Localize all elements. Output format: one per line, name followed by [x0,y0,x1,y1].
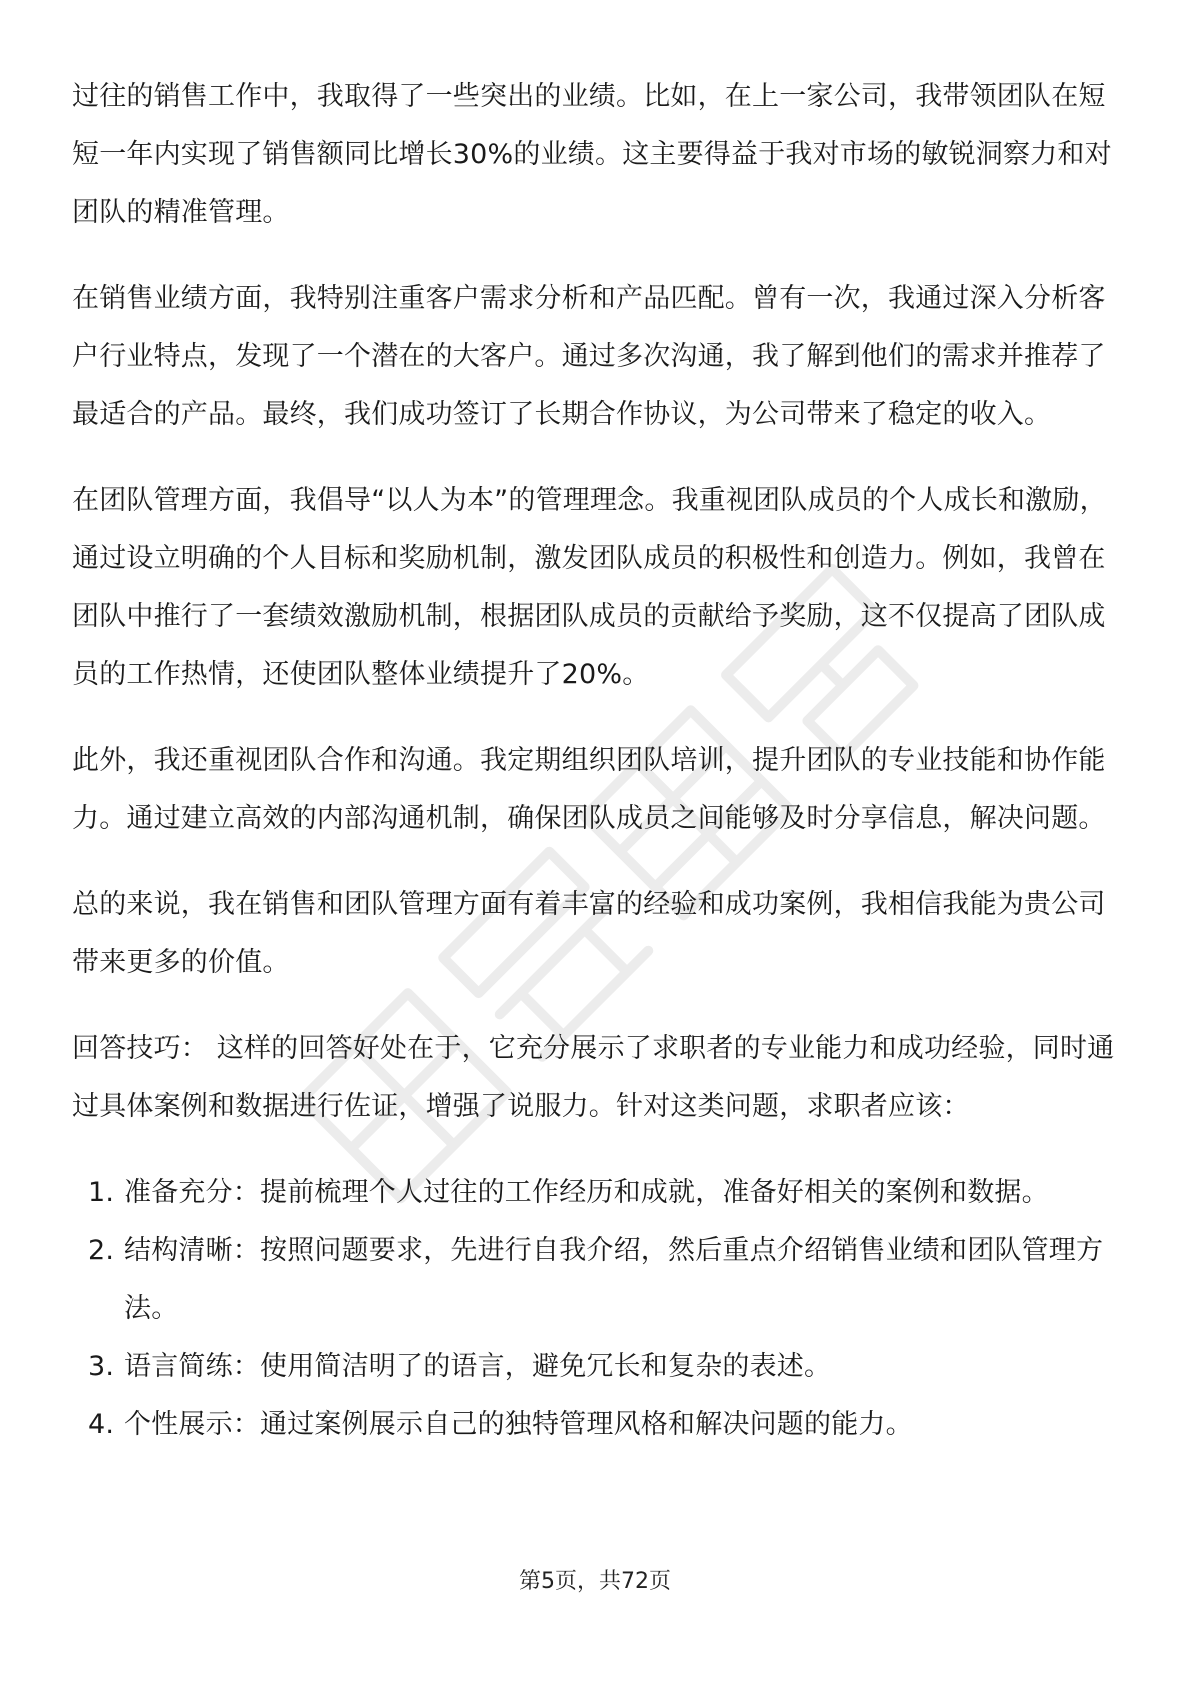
list-item-text: 准备充分：提前梳理个人过往的工作经历和成就，准备好相关的案例和数据。 [124,1177,1049,1208]
list-item [72,1396,1122,1454]
list-item-text: 语言简练：使用简洁明了的语言，避免冗长和复杂的表述。 [124,1351,832,1382]
paragraph-2: 在销售业绩方面，我特别注重客户需求分析和产品匹配。曾有一次，我通过深入分析客户行业特点，发现了一个潜在的大客户。通过多次沟通，我了解到他们的需求并推荐了最适合的产品。最终，我们成功签订了长期合作协议，为公司带来了稳定的收入。 [72,283,1106,430]
paragraph-3: 在团队管理方面，我倡导“以人为本”的管理理念。我重视团队成员的个人成长和激励，通过设立明确的个人目标和奖励机制，激发团队成员的积极性和创造力。例如，我曾在团队中推行了一套绩效激励机制，根据团队成员的贡献给予奖励，这不仅提高了团队成员的工作热情，还使团队整体业绩提升了20%。 [72,485,1107,690]
list-item [72,1164,1122,1222]
paragraph-5: 总的来说，我在销售和团队管理方面有着丰富的经验和成功案例，我相信我能为贵公司带来更多的价值。 [72,889,1106,978]
list-item [72,1222,1122,1338]
list-item-text: 个性展示：通过案例展示自己的独特管理风格和解决问题的能力。 [124,1409,913,1440]
paragraph-1: 过往的销售工作中，我取得了一些突出的业绩。比如，在上一家公司，我带领团队在短短一年内实现了销售额同比增长30%的业绩。这主要得益于我对市场的敏锐洞察力和对团队的精准管理。 [72,81,1112,228]
list-item-number: 1. [88,1177,115,1208]
list-item [72,1338,1122,1396]
list-item-number: 4. [88,1409,115,1440]
paragraph-4: 此外，我还重视团队合作和沟通。我定期组织团队培训，提升团队的专业技能和协作能力。通过建立高效的内部沟通机制，确保团队成员之间能够及时分享信息，解决问题。 [72,745,1106,834]
document-body [72,68,1122,1454]
page-number: 第5页，共72页 [519,1569,671,1594]
answer-tips-paragraph: 回答技巧： 这样的回答好处在于，它充分展示了求职者的专业能力和成功经验，同时通过具体案例和数据进行佐证，增强了说服力。针对这类问题，求职者应该： [72,1033,1115,1122]
list-item-text: 结构清晰：按照问题要求，先进行自我介绍，然后重点介绍销售业绩和团队管理方法。 [124,1235,1104,1324]
list-item-number: 2. [88,1235,115,1266]
list-item-number: 3. [88,1351,115,1382]
tips-list [72,1164,1122,1454]
